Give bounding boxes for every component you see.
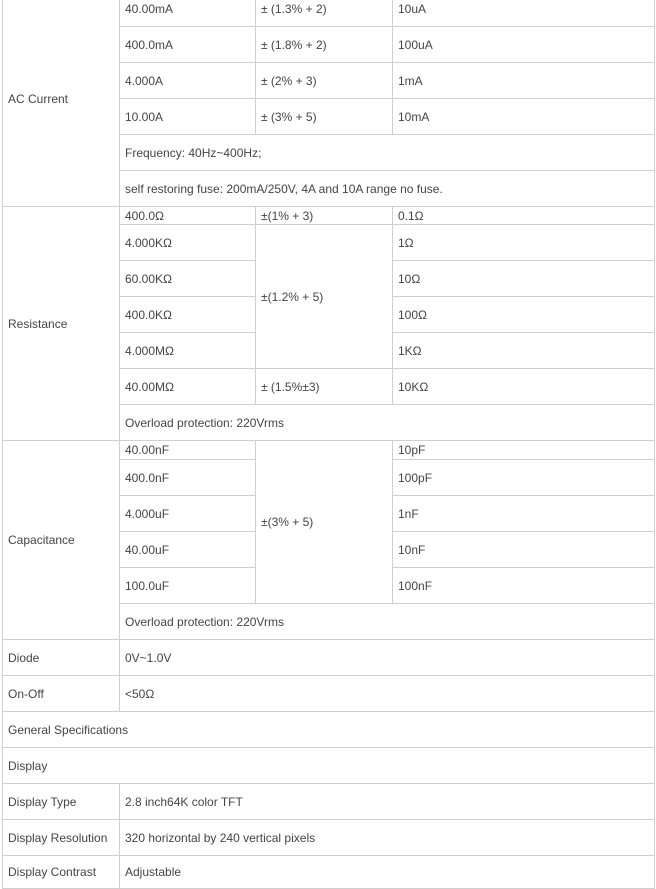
accuracy-cell: ± (1.3% + 2) (256, 0, 393, 27)
display-contrast-label: Display Contrast (3, 856, 120, 889)
display-type-value: 2.8 inch64K color TFT (120, 784, 655, 820)
resolution-cell: 10Ω (393, 261, 655, 297)
on-off-label: On-Off (3, 676, 120, 712)
table-row (3, 856, 655, 889)
accuracy-cell: ±(3% + 5) (256, 441, 393, 604)
display-type-label: Display Type (3, 784, 120, 820)
on-off-value: <50Ω (120, 676, 655, 712)
resolution-cell: 1Ω (393, 225, 655, 261)
display-resolution-label: Display Resolution (3, 820, 120, 856)
accuracy-cell: ± (1.8% + 2) (256, 27, 393, 63)
range-cell: 4.000A (120, 63, 256, 99)
spec-table (2, 0, 655, 889)
fuse-note: self restoring fuse: 200mA/250V, 4A and 10A range no fuse. (120, 171, 655, 207)
table-row (3, 676, 655, 712)
range-cell: 400.0mA (120, 27, 256, 63)
table-row (3, 820, 655, 856)
ac-current-label: AC Current (3, 0, 120, 207)
table-row (3, 748, 655, 784)
resolution-cell: 0.1Ω (393, 207, 655, 225)
range-cell: 40.00MΩ (120, 369, 256, 405)
range-cell: 400.0nF (120, 460, 256, 496)
resolution-cell: 1KΩ (393, 333, 655, 369)
table-row (3, 784, 655, 820)
capacitance-label: Capacitance (3, 441, 120, 640)
table-row (3, 441, 655, 460)
display-heading: Display (3, 748, 655, 784)
resolution-cell: 10pF (393, 441, 655, 460)
range-cell: 40.00uF (120, 532, 256, 568)
frequency-note: Frequency: 40Hz~400Hz; (120, 135, 655, 171)
resolution-cell: 1nF (393, 496, 655, 532)
range-cell: 4.000uF (120, 496, 256, 532)
general-specifications-heading: General Specifications (3, 712, 655, 748)
accuracy-cell: ± (2% + 3) (256, 63, 393, 99)
table-row (3, 0, 655, 27)
resolution-cell: 100nF (393, 568, 655, 604)
table-row (3, 712, 655, 748)
display-contrast-value: Adjustable (120, 856, 655, 889)
range-cell: 400.0Ω (120, 207, 256, 225)
diode-label: Diode (3, 640, 120, 676)
range-cell: 60.00KΩ (120, 261, 256, 297)
diode-value: 0V~1.0V (120, 640, 655, 676)
accuracy-cell: ± (1.5%±3) (256, 369, 393, 405)
range-cell: 40.00mA (120, 0, 256, 27)
accuracy-cell: ± (3% + 5) (256, 99, 393, 135)
accuracy-cell: ±(1.2% + 5) (256, 225, 393, 369)
resolution-cell: 1mA (393, 63, 655, 99)
range-cell: 10.00A (120, 99, 256, 135)
overload-note: Overload protection: 220Vrms (120, 604, 655, 640)
resolution-cell: 10nF (393, 532, 655, 568)
range-cell: 4.000MΩ (120, 333, 256, 369)
range-cell: 100.0uF (120, 568, 256, 604)
table-row (3, 207, 655, 225)
resolution-cell: 100Ω (393, 297, 655, 333)
resolution-cell: 100uA (393, 27, 655, 63)
resistance-label: Resistance (3, 207, 120, 441)
range-cell: 4.000KΩ (120, 225, 256, 261)
accuracy-cell: ±(1% + 3) (256, 207, 393, 225)
range-cell: 400.0KΩ (120, 297, 256, 333)
range-cell: 40.00nF (120, 441, 256, 460)
resolution-cell: 10uA (393, 0, 655, 27)
resolution-cell: 10mA (393, 99, 655, 135)
resolution-cell: 10KΩ (393, 369, 655, 405)
resolution-cell: 100pF (393, 460, 655, 496)
table-row (3, 640, 655, 676)
overload-note: Overload protection: 220Vrms (120, 405, 655, 441)
display-resolution-value: 320 horizontal by 240 vertical pixels (120, 820, 655, 856)
